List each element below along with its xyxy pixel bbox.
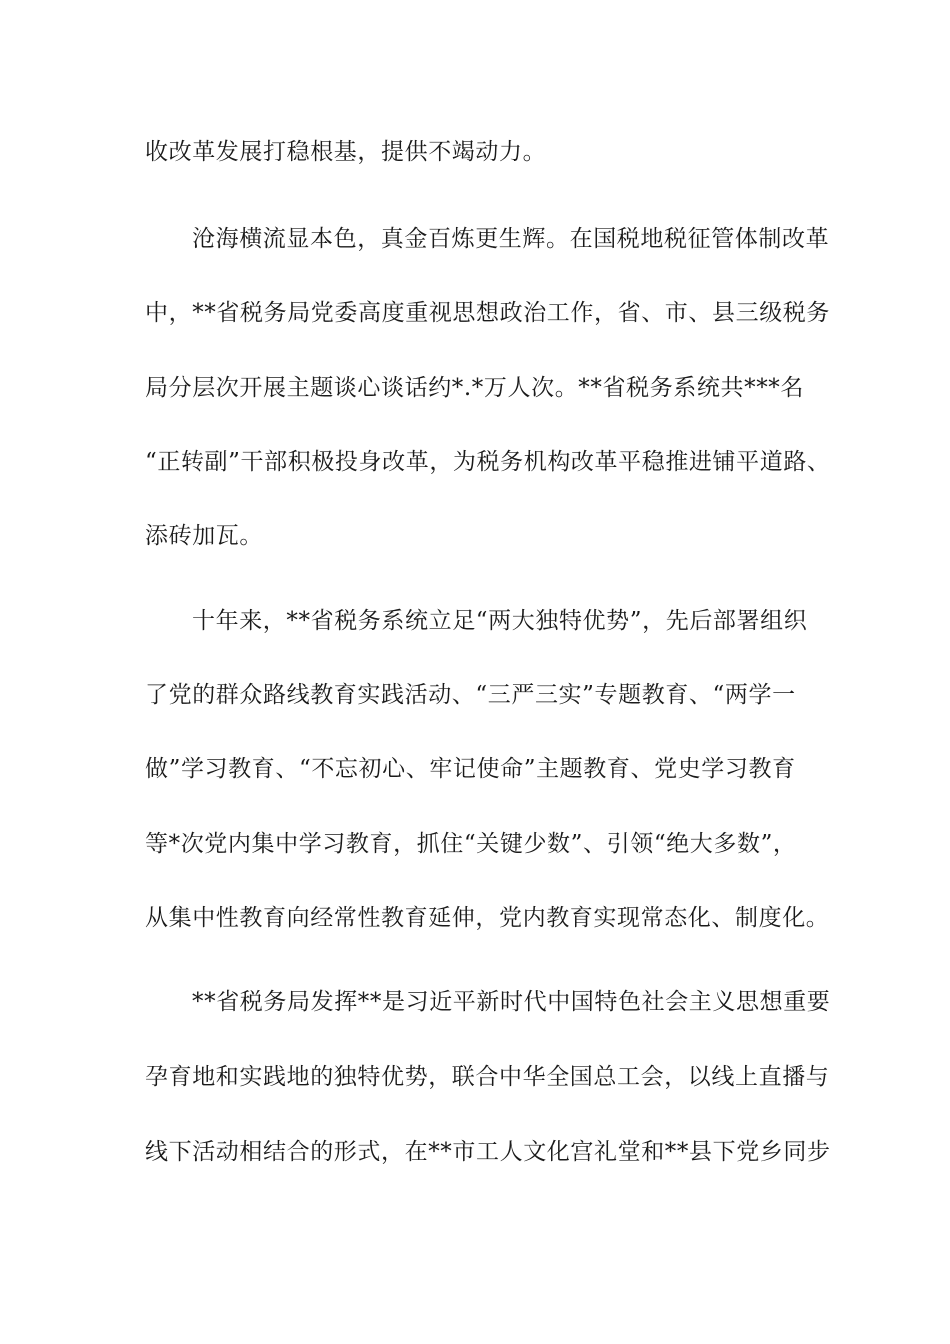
paragraph-4-line-2: 孕育地和实践地的独特优势，联合中华全国总工会，以线上直播与 bbox=[145, 1064, 830, 1090]
paragraph-3-line-5: 从集中性教育向经常性教育延伸，党内教育实现常态化、制度化。 bbox=[145, 905, 830, 931]
paragraph-2-line-2: 中，**省税务局党委高度重视思想政治工作，省、市、县三级税务 bbox=[145, 300, 830, 326]
paragraph-2-line-1: 沧海横流显本色，真金百炼更生辉。在国税地税征管体制改革 bbox=[192, 226, 830, 252]
paragraph-3-line-4: 等*次党内集中学习教育，抓住“关键少数”、引领“绝大多数”， bbox=[145, 831, 797, 857]
paragraph-3-line-1: 十年来，**省税务系统立足“两大独特优势”，先后部署组织 bbox=[192, 608, 808, 634]
paragraph-4-line-1: **省税务局发挥**是习近平新时代中国特色社会主义思想重要 bbox=[192, 989, 831, 1015]
paragraph-2-line-5: 添砖加瓦。 bbox=[145, 523, 263, 549]
paragraph-4-line-3: 线下活动相结合的形式，在**市工人文化宫礼堂和**县下党乡同步 bbox=[145, 1139, 831, 1165]
paragraph-3-line-2: 了党的群众路线教育实践活动、“三严三实”专题教育、“两学一 bbox=[145, 682, 796, 708]
paragraph-2-line-3: 局分层次开展主题谈心谈话约*.*万人次。**省税务系统共***名 bbox=[145, 375, 805, 401]
paragraph-2-line-4: “正转副”干部积极投身改革，为税务机构改革平稳推进铺平道路、 bbox=[145, 449, 831, 475]
paragraph-1-line-1: 收改革发展打稳根基，提供不竭动力。 bbox=[145, 139, 547, 165]
paragraph-3-line-3: 做”学习教育、“不忘初心、牢记使命”主题教育、党史学习教育 bbox=[145, 756, 796, 782]
